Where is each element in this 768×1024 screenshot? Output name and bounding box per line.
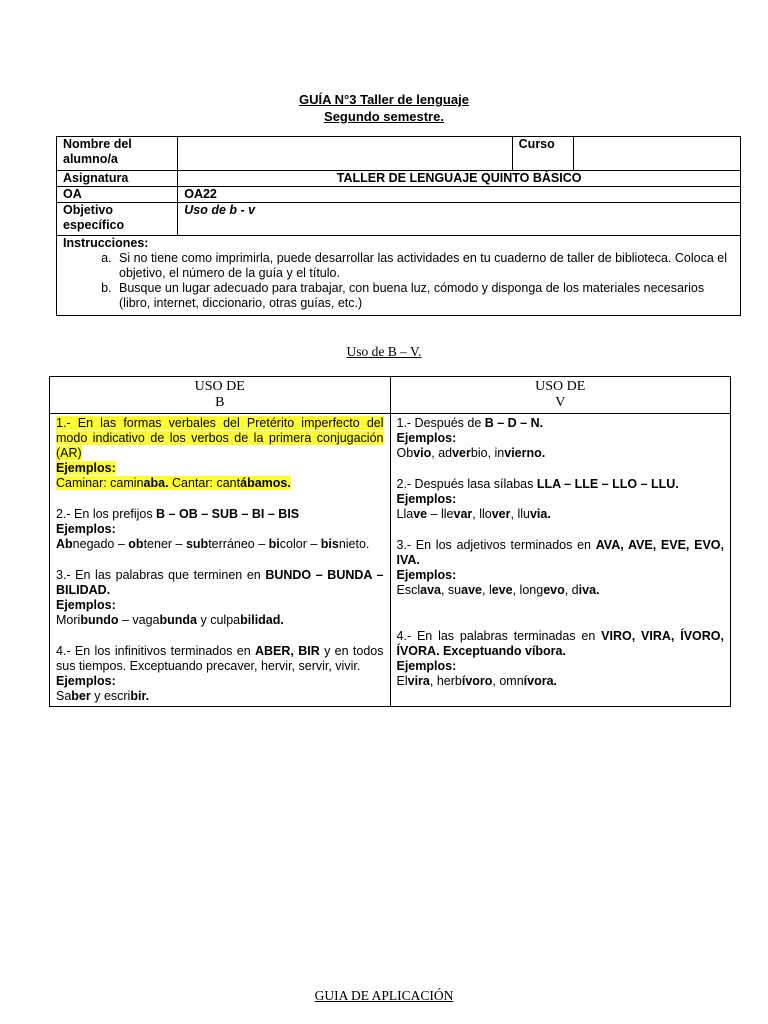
curso-field[interactable] — [574, 137, 741, 171]
uso-heading: Uso de B – V. — [346, 344, 422, 359]
col-b-header: USO DE B — [50, 377, 391, 414]
name-field[interactable] — [178, 137, 512, 171]
examples-label: Ejemplos: — [56, 522, 116, 536]
instrucciones-cell — [57, 236, 741, 316]
examples-label: Ejemplos: — [56, 461, 116, 475]
oa-value: OA22 — [178, 187, 741, 203]
v-rule: 3.- En los adjetivos terminados en AVA, AVE, EVE, EVO, IVA. Ejemplos: Esclava, suave, leve, longevo, diva. — [396, 538, 724, 597]
examples-label: Ejemplos: — [396, 492, 457, 506]
b-rules-cell — [50, 414, 391, 707]
examples-label: Ejemplos: — [56, 674, 116, 688]
examples-label: Ejemplos: — [396, 568, 457, 582]
footer-heading: GUIA DE APLICACIÓN — [314, 988, 454, 1003]
examples-label: Ejemplos: — [56, 598, 116, 612]
uso-table — [49, 376, 731, 707]
instrucciones-label: Instrucciones: — [63, 236, 149, 250]
b-rule: 2.- En los prefijos B – OB – SUB – BI – BIS Ejemplos: Abnegado – obtener – subterráneo – bicolor – bisnieto. — [56, 507, 370, 551]
col-v-header: USO DE V — [390, 377, 731, 414]
objetivo-label: Objetivo específico — [57, 203, 178, 236]
instrucciones-list — [63, 251, 734, 311]
v-rule: 4.- En las palabras terminadas en VIRO, VIRA, ÍVORO, ÍVORA. Exceptuando víbora. Ejemplos: Elvira, herbívoro, omnívora. — [396, 629, 724, 688]
curso-label: Curso — [512, 137, 574, 171]
b-rule: 3.- En las palabras que terminen en BUNDO – BUNDA – BILIDAD. Ejemplos: Moribundo – vagabunda y culpabilidad. — [56, 568, 384, 627]
b-rule: 4.- En los infinitivos terminados en ABER, BIR y en todos sus tiempos. Exceptuando precaver, hervir, servir, vivir. Ejemplos: Saber y escribir. — [56, 644, 384, 703]
info-table — [56, 136, 741, 316]
asignatura-label: Asignatura — [57, 171, 178, 187]
page-title: GUÍA N°3 Taller de lenguaje — [299, 92, 469, 107]
examples-label: Ejemplos: — [396, 659, 457, 673]
v-rule: 2.- Después lasa sílabas LLA – LLE – LLO – LLU. Ejemplos: Llave – llevar, llover, lluvia. — [396, 477, 679, 521]
instruccion-item: a. Si no tiene como imprimirla, puede desarrollar las actividades en tu cuaderno de taller de biblioteca. Coloca el objetivo, el número de la guía y el título. — [115, 251, 734, 281]
instruccion-item: b. Busque un lugar adecuado para trabajar, con buena luz, cómodo y disponga de los materiales necesarios (libro, internet, diccionario, otras guías, etc.) — [115, 281, 734, 311]
v-rule: 1.- Después de B – D – N. Ejemplos: Obvio, adverbio, invierno. — [396, 416, 546, 460]
b-rule: 1.- En las formas verbales del Pretérito imperfecto del modo indicativo de los verbos de la primera conjugación (AR) Ejemplos: Caminar: caminaba. Cantar: cantábamos. — [56, 416, 384, 490]
objetivo-value: Uso de b - v — [178, 203, 741, 236]
page-subtitle: Segundo semestre. — [324, 109, 444, 124]
asignatura-value: TALLER DE LENGUAJE QUINTO BÁSICO — [178, 171, 741, 187]
oa-label: OA — [57, 187, 178, 203]
v-rules-cell — [390, 414, 731, 707]
examples-label: Ejemplos: — [396, 431, 457, 445]
name-label: Nombre del alumno/a — [57, 137, 178, 171]
